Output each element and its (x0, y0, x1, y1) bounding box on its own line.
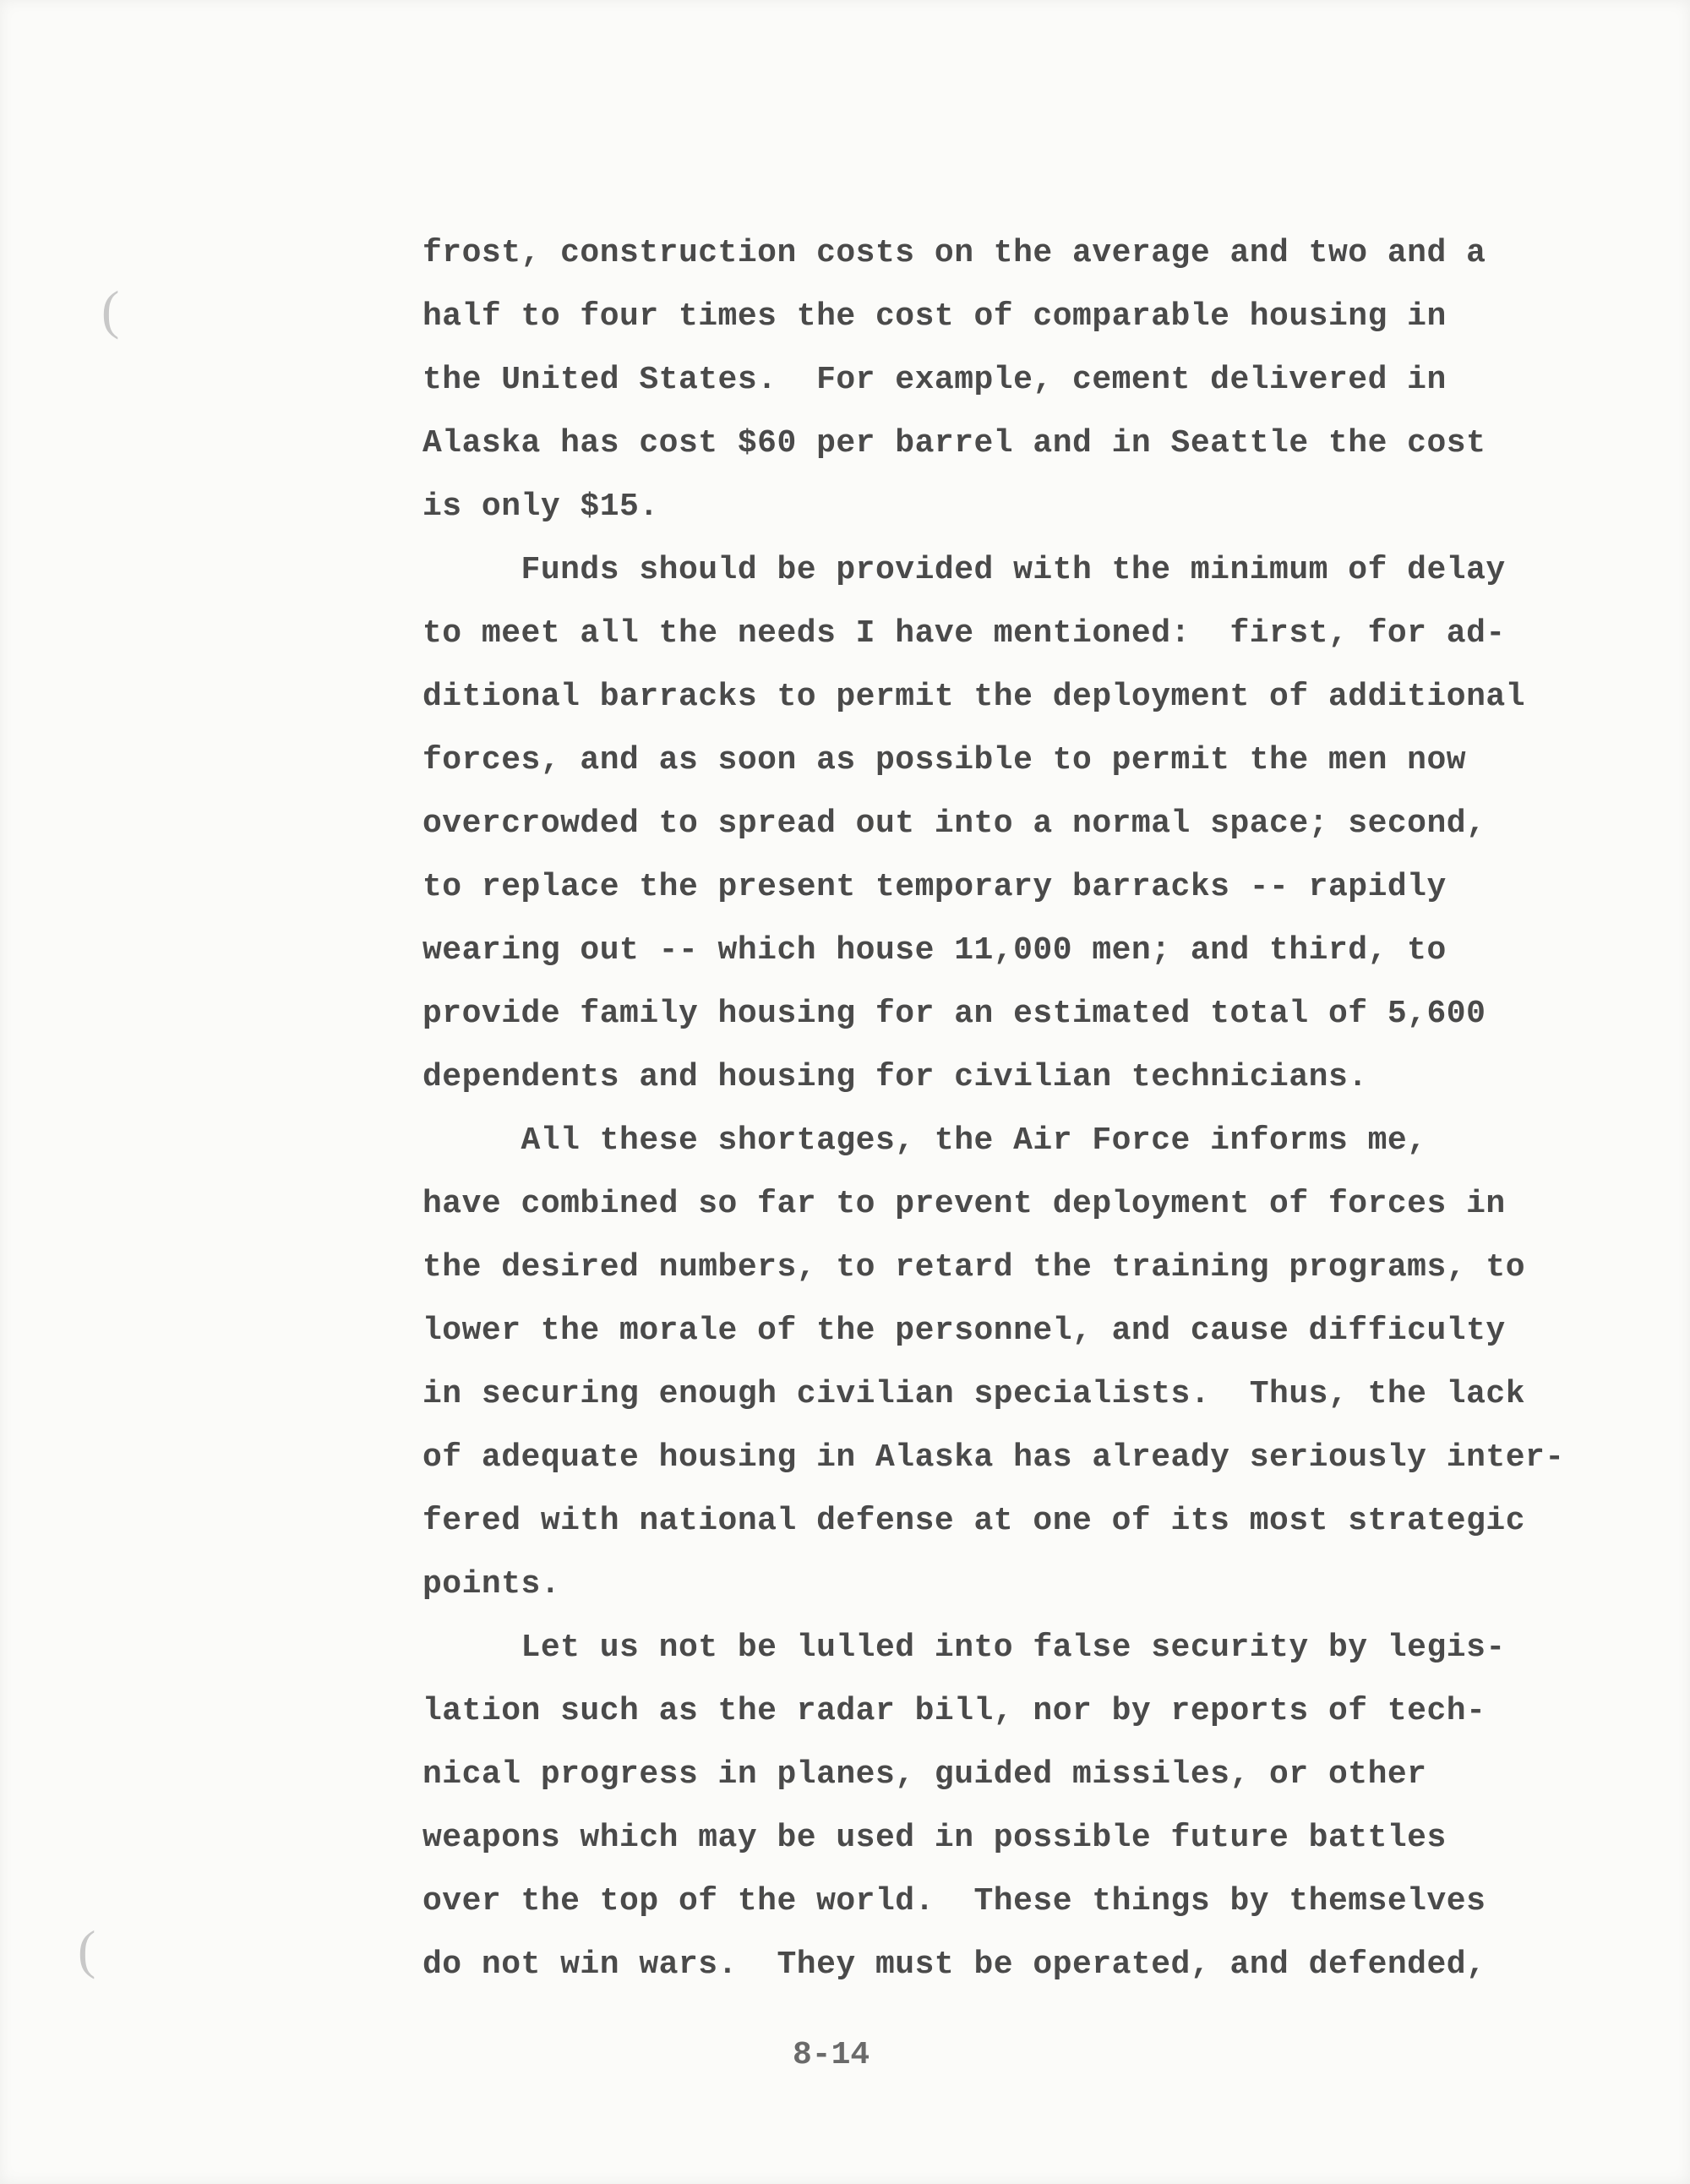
text-line: dependents and housing for civilian technicians. (422, 1059, 1368, 1095)
text-line: the desired numbers, to retard the training programs, to (422, 1249, 1526, 1286)
text-line: frost, construction costs on the average and two and a (422, 235, 1486, 271)
text-line: overcrowded to spread out into a normal space; second, (422, 805, 1486, 842)
page-number: 8-14 (793, 2037, 870, 2073)
text-line: half to four times the cost of comparable housing in (422, 298, 1447, 335)
text-line: to meet all the needs I have mentioned: first, for ad- (422, 615, 1506, 652)
text-line: fered with national defense at one of its most strategic (422, 1503, 1526, 1539)
text-line: of adequate housing in Alaska has already seriously inter- (422, 1439, 1565, 1476)
text-line: Alaska has cost $60 per barrel and in Seattle the cost (422, 425, 1486, 461)
text-line: Let us not be lulled into false security by legis- (422, 1630, 1506, 1666)
text-line: lation such as the radar bill, nor by reports of tech- (422, 1693, 1486, 1729)
text-line: points. (422, 1566, 561, 1603)
text-line: lower the morale of the personnel, and cause difficulty (422, 1313, 1506, 1349)
body-text (422, 221, 1572, 1996)
text-line: weapons which may be used in possible future battles (422, 1820, 1447, 1856)
text-line: to replace the present temporary barracks -- rapidly (422, 869, 1447, 905)
text-line: have combined so far to prevent deployment of forces in (422, 1186, 1506, 1222)
text-line: wearing out -- which house 11,000 men; and third, to (422, 932, 1447, 969)
text-line: All these shortages, the Air Force informs me, (422, 1122, 1427, 1159)
text-line: forces, and as soon as possible to permit the men now (422, 742, 1467, 778)
margin-bracket-mark-bottom: ( (78, 1919, 96, 1979)
margin-bracket-mark-top: ( (101, 280, 120, 340)
text-line: do not win wars. They must be operated, and defended, (422, 1946, 1486, 1983)
text-line: ditional barracks to permit the deployment of additional (422, 679, 1526, 715)
text-line: nical progress in planes, guided missiles, or other (422, 1756, 1427, 1793)
text-line: provide family housing for an estimated total of 5,600 (422, 996, 1486, 1032)
text-line: is only $15. (422, 489, 659, 525)
text-line: in securing enough civilian specialists. Thus, the lack (422, 1376, 1526, 1412)
text-line: the United States. For example, cement delivered in (422, 362, 1447, 398)
text-line: Funds should be provided with the minimum of delay (422, 552, 1506, 588)
text-line: over the top of the world. These things by themselves (422, 1883, 1486, 1919)
